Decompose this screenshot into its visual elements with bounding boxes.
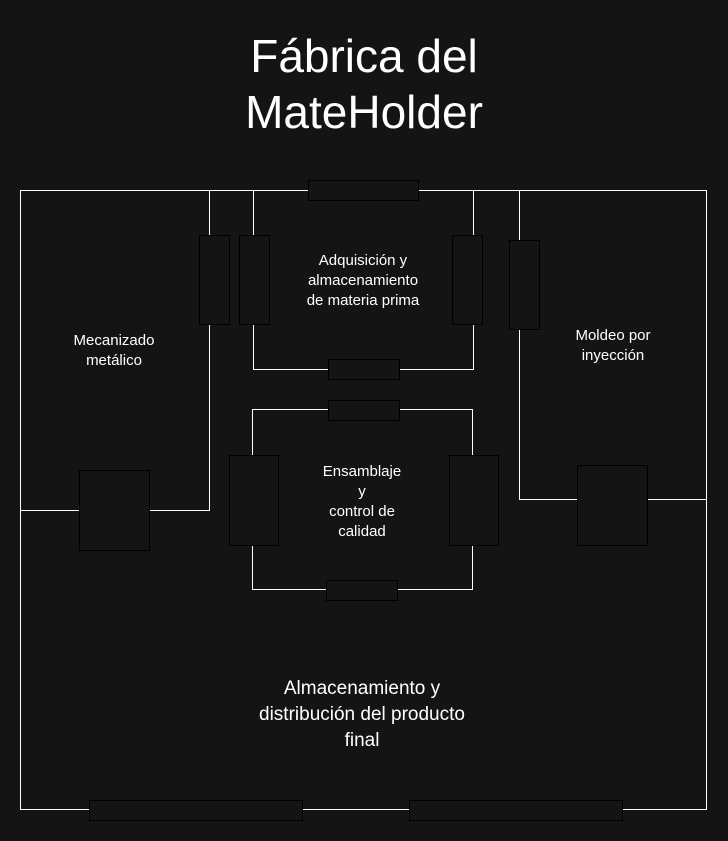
door-mecanizado-bottom bbox=[80, 471, 150, 551]
door-exit-right bbox=[410, 801, 623, 821]
title-line-1: Fábrica del bbox=[250, 30, 478, 82]
area-label-mecanizado: Mecanizado metálico bbox=[73, 332, 155, 369]
door-exit-left bbox=[90, 801, 303, 821]
area-label-adquisicion: Adquisición y almacenamiento de materia prima bbox=[306, 252, 420, 309]
door-moldeo-bottom bbox=[578, 466, 648, 546]
door-adquisicion-right bbox=[453, 236, 483, 325]
door-adquisicion-left bbox=[240, 236, 270, 325]
door-ensamblaje-bottom bbox=[327, 581, 398, 601]
door-top-entrance bbox=[309, 181, 419, 201]
door-ensamblaje-left bbox=[230, 456, 279, 546]
area-label-ensamblaje: Ensamblaje y control de calidad bbox=[322, 463, 402, 540]
door-moldeo-upper bbox=[510, 241, 540, 330]
area-label-moldeo: Moldeo por inyección bbox=[575, 327, 651, 364]
door-adquisicion-bottom bbox=[329, 360, 400, 380]
door-ensamblaje-right bbox=[450, 456, 499, 546]
title-line-2: MateHolder bbox=[245, 86, 483, 138]
door-ensamblaje-top bbox=[329, 401, 400, 421]
area-label-almacenamiento: Almacenamiento y distribución del producto final bbox=[259, 678, 465, 751]
door-mecanizado-upper bbox=[200, 236, 230, 325]
